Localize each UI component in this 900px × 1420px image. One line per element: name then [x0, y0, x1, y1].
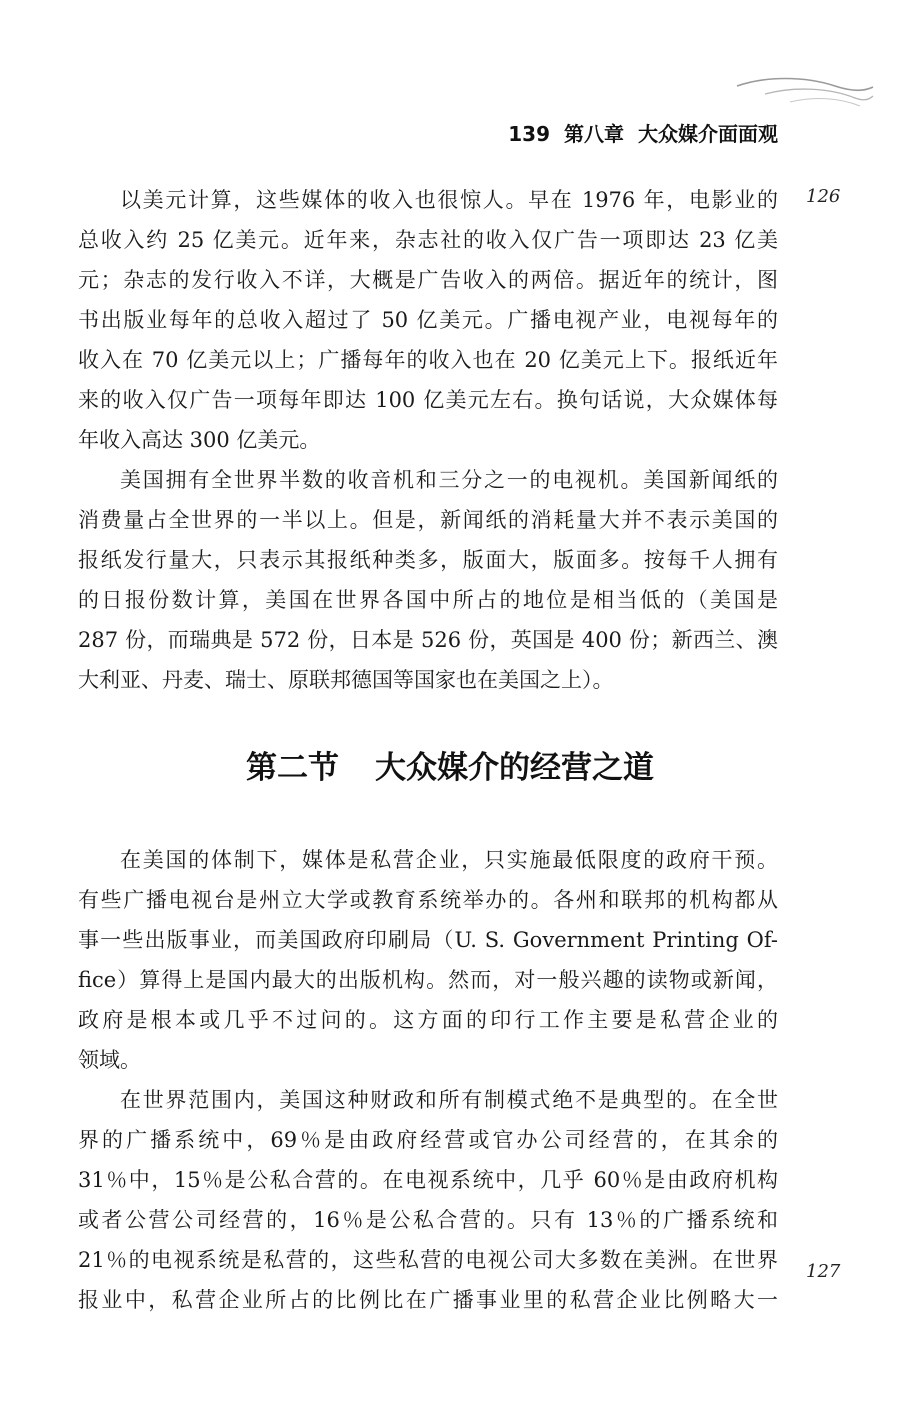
text-line: 消费量占全世界的一半以上。但是，新闻纸的消耗量大并不表示美国的	[78, 508, 778, 532]
text-line: fice）算得上是国内最大的出版机构。然而，对一般兴趣的读物或新闻，	[78, 968, 778, 992]
text-line: 界的广播系统中，69％是由政府经营或官办公司经营的，在其余的	[78, 1128, 778, 1152]
body-text-block	[78, 180, 778, 700]
text-line: 21％的电视系统是私营的，这些私营的电视公司大多数在美洲。在世界	[78, 1248, 778, 1272]
text-line: 美国拥有全世界半数的收音机和三分之一的电视机。美国新闻纸的	[120, 468, 778, 492]
text-line: 元；杂志的发行收入不详，大概是广告收入的两倍。据近年的统计，图	[78, 268, 778, 292]
page-number: 139	[508, 122, 550, 146]
section-heading: 大众媒介的经营之道	[375, 750, 654, 786]
chapter-title: 大众媒介面面观	[638, 122, 778, 146]
text-line: 以美元计算，这些媒体的收入也很惊人。早在 1976 年，电影业的	[120, 188, 778, 212]
text-line: 或者公营公司经营的，16％是公私合营的。只有 13％的广播系统和	[78, 1208, 778, 1232]
text-line: 在美国的体制下，媒体是私营企业，只实施最低限度的政府干预。	[120, 848, 778, 872]
text-line: 的日报份数计算，美国在世界各国中所占的地位是相当低的（美国是	[78, 588, 778, 612]
section-title	[0, 742, 900, 787]
text-line: 领域。	[78, 1048, 141, 1072]
chapter-number: 第八章	[564, 122, 624, 146]
text-line: 总收入约 25 亿美元。近年来，杂志社的收入仅广告一项即达 23 亿美	[78, 228, 778, 252]
text-line: 书出版业每年的总收入超过了 50 亿美元。广播电视产业，电视每年的	[78, 308, 778, 332]
margin-page-ref: 127	[806, 1261, 841, 1282]
text-line: 31％中，15％是公私合营的。在电视系统中，几乎 60％是由政府机构	[78, 1168, 778, 1192]
text-line: 报业中，私营企业所占的比例比在广播事业里的私营企业比例略大一	[78, 1288, 778, 1312]
body-text-block	[78, 840, 778, 1320]
text-line: 收入在 70 亿美元以上；广播每年的收入也在 20 亿美元上下。报纸近年	[78, 348, 778, 372]
text-line: 来的收入仅广告一项每年即达 100 亿美元左右。换句话说，大众媒体每	[78, 388, 778, 412]
text-line: 年收入高达 300 亿美元。	[78, 428, 321, 452]
text-line: 在世界范围内，美国这种财政和所有制模式绝不是典型的。在全世	[120, 1088, 778, 1112]
text-line: 报纸发行量大，只表示其报纸种类多，版面大，版面多。按每千人拥有	[78, 548, 778, 572]
header-ornament-swash	[735, 72, 875, 112]
margin-page-ref: 126	[806, 186, 841, 207]
text-line: 政府是根本或几乎不过问的。这方面的印行工作主要是私营企业的	[78, 1008, 778, 1032]
running-head	[0, 118, 778, 147]
section-number: 第二节	[246, 750, 339, 786]
text-line: 有些广播电视台是州立大学或教育系统举办的。各州和联邦的机构都从	[78, 888, 778, 912]
text-line: 大利亚、丹麦、瑞士、原联邦德国等国家也在美国之上）。	[78, 668, 614, 692]
text-line: 事一些出版事业，而美国政府印刷局（U. S. Government Printing Of-	[78, 928, 778, 952]
text-line: 287 份，而瑞典是 572 份，日本是 526 份，英国是 400 份；新西兰、澳	[78, 628, 778, 652]
